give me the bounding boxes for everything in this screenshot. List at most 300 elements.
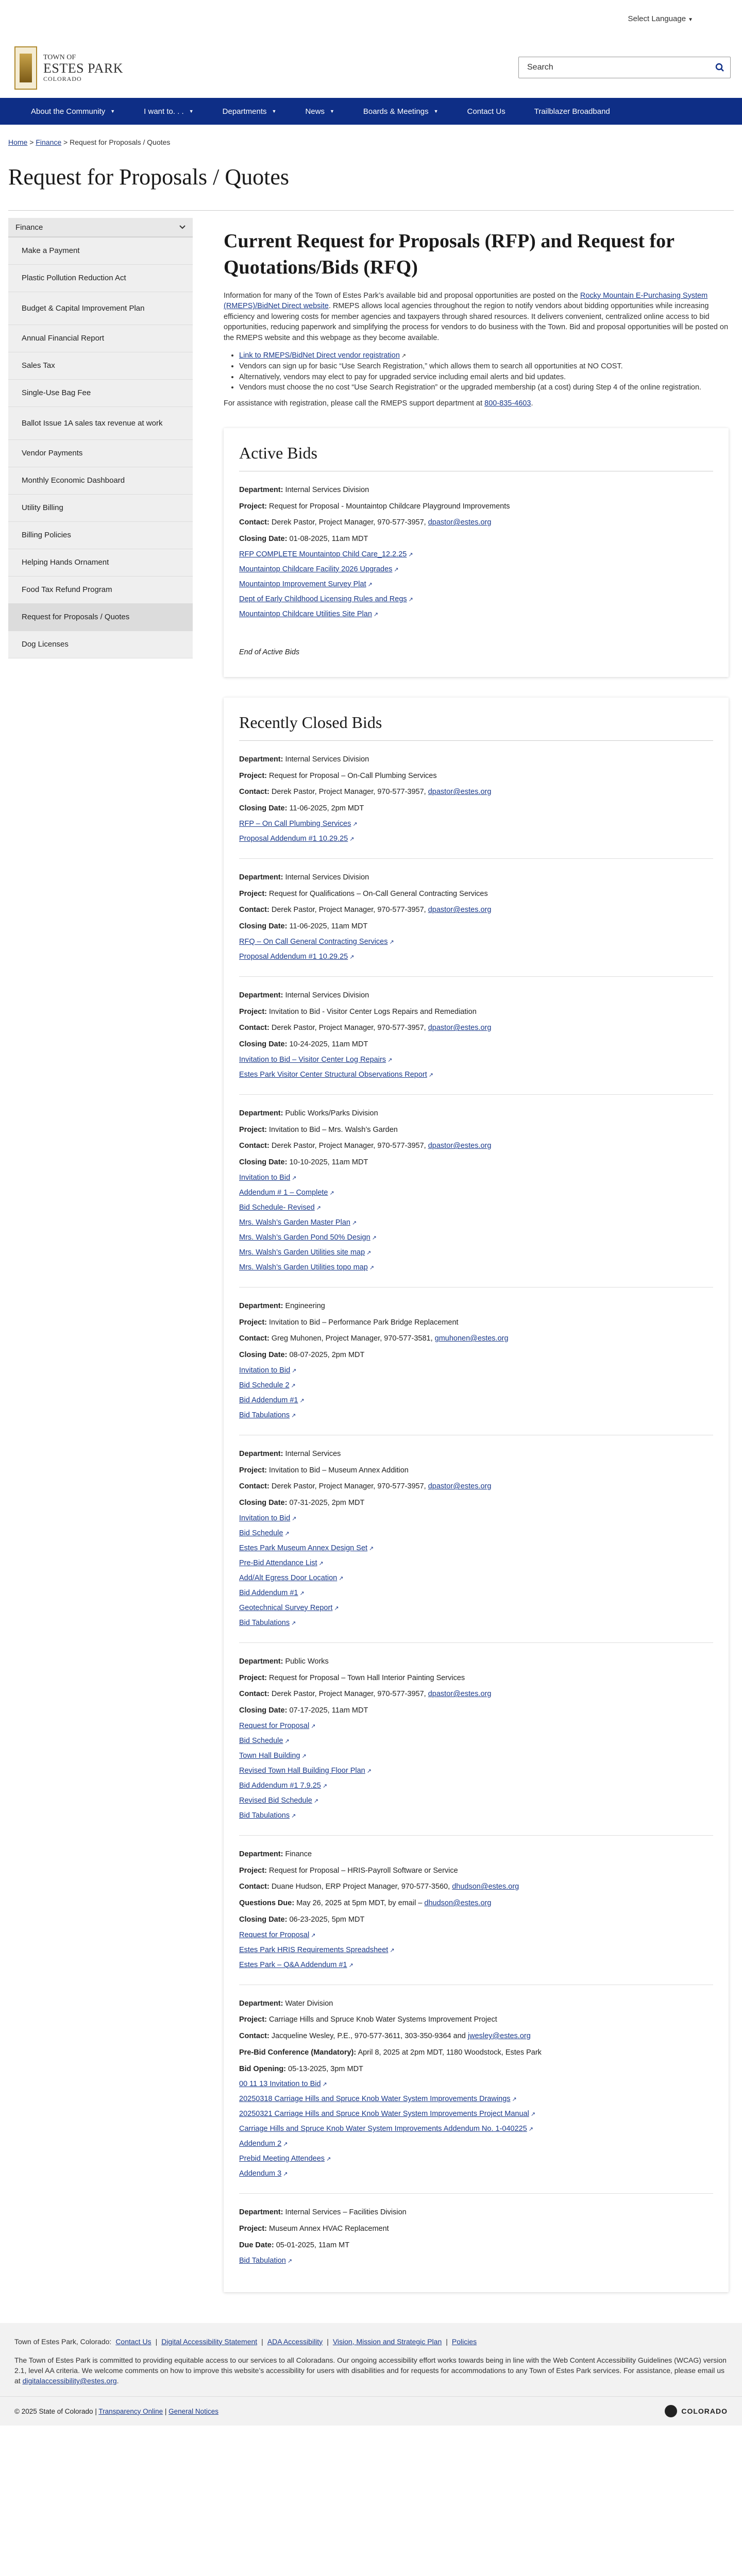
external-link-icon: ↗ (387, 1057, 393, 1063)
contact-email-link[interactable]: jwesley@estes.org (467, 2032, 531, 2041)
footer-link[interactable]: Digital Accessibility Statement (161, 2337, 258, 2346)
document-link-label: Invitation to Bid (239, 1514, 291, 1522)
bid-field (239, 754, 713, 766)
language-select-label: Select Language (628, 14, 686, 23)
document-link[interactable] (239, 1218, 713, 1227)
assist-text: For assistance with registration, please call the RMEPS support department at (224, 399, 485, 408)
bid-field (239, 2207, 713, 2218)
document-link[interactable] (239, 1174, 713, 1182)
document-link-label: Geotechnical Survey Report (239, 1603, 333, 1612)
external-link-icon: ↗ (349, 954, 355, 960)
footer-separator: | (155, 2337, 158, 2346)
field-value: Jacqueline Wesley, P.E., 970-577-3611, 303-350-9364 and (271, 2032, 468, 2041)
document-link-label: Dept of Early Childhood Licensing Rules and Regs (239, 595, 407, 603)
bid-field (239, 1849, 713, 1860)
document-link[interactable] (239, 1396, 713, 1404)
bid-field (239, 2224, 713, 2235)
field-label: Project: (239, 1866, 267, 1875)
document-link-label: Estes Park Museum Annex Design Set (239, 1544, 368, 1552)
footer-bottom-link[interactable]: Transparency Online (98, 2407, 163, 2415)
sidebar-item[interactable]: Sales Tax (8, 352, 193, 380)
contact-email-link[interactable]: dpastor@estes.org (428, 906, 492, 914)
document-link-label: Request for Proposal (239, 1930, 310, 1939)
language-select[interactable] (628, 14, 693, 23)
external-link-icon: ↗ (291, 1382, 296, 1389)
document-link-label: Invitation to Bid – Visitor Center Log Repairs (239, 1055, 386, 1064)
contact-email-link[interactable]: gmuhonen@estes.org (434, 1334, 509, 1343)
bid-field (239, 501, 713, 513)
breadcrumb-current: Request for Proposals / Quotes (70, 138, 171, 146)
field-value: Request for Proposal – On-Call Plumbing Services (269, 771, 437, 780)
field-label: Project: (239, 1466, 267, 1475)
document-link-label: RFP – On Call Plumbing Services (239, 819, 351, 828)
contact-email-link[interactable]: dpastor@estes.org (428, 1482, 492, 1491)
document-link[interactable] (239, 1737, 713, 1745)
field-label: Project: (239, 1673, 267, 1682)
footer-accessibility (14, 2355, 728, 2386)
field-label: Closing Date: (239, 1706, 288, 1715)
external-link-icon: ↗ (329, 1190, 334, 1196)
sidebar-item[interactable]: Helping Hands Ornament (8, 549, 193, 577)
external-link-icon: ↗ (530, 2111, 536, 2118)
footer-separator: | (93, 2407, 99, 2415)
sidebar-item[interactable]: Annual Financial Report (8, 325, 193, 352)
registration-link[interactable]: Link to RMEPS/BidNet Direct vendor registration (239, 351, 400, 360)
bid-entry (239, 977, 713, 1079)
bid-field (239, 1998, 713, 2010)
sidebar-item[interactable]: Utility Billing (8, 495, 193, 522)
field-value: Invitation to Bid – Mrs. Walsh’s Garden (269, 1125, 398, 1134)
document-link-label: Revised Bid Schedule (239, 1796, 312, 1805)
document-link[interactable] (239, 610, 713, 618)
chevron-down-icon: ▼ (272, 109, 277, 114)
field-label: Project: (239, 2015, 267, 2024)
footer-link[interactable]: Contact Us (115, 2337, 151, 2346)
document-link-label: Bid Schedule (239, 1529, 283, 1537)
document-link[interactable] (239, 2095, 713, 2103)
main-nav (0, 98, 742, 125)
document-link[interactable] (239, 1722, 713, 1730)
footer-body-end: . (116, 2377, 119, 2385)
field-value: Internal Services Division (285, 991, 369, 999)
field-value: Derek Pastor, Project Manager, 970-577-3957, (271, 518, 428, 527)
document-link[interactable] (239, 1529, 713, 1537)
footer-lead: Town of Estes Park, Colorado: (14, 2337, 112, 2346)
field-value: Internal Services Division (285, 873, 369, 882)
sidebar-item[interactable]: Single-Use Bag Fee (8, 380, 193, 407)
external-link-icon: ↗ (287, 2258, 293, 2264)
nav-item[interactable] (305, 107, 334, 116)
external-link-icon: ↗ (283, 2171, 288, 2178)
field-value: Internal Services Division (285, 485, 369, 494)
active-bids-heading: Active Bids (239, 444, 713, 471)
bid-entry (239, 2194, 713, 2264)
bid-field (239, 1301, 713, 1312)
support-phone-link[interactable]: 800-835-4603 (484, 399, 531, 408)
document-link[interactable] (239, 1574, 713, 1582)
field-label: Department: (239, 1301, 283, 1310)
bid-field (239, 2031, 713, 2042)
field-label: Contact: (239, 788, 269, 796)
external-link-icon: ↗ (318, 1560, 324, 1567)
field-value: Finance (285, 1850, 312, 1858)
bid-entry (239, 741, 713, 843)
external-link-icon: ↗ (284, 1738, 290, 1744)
document-link-label: Addendum 3 (239, 2170, 282, 2178)
assistance-text (224, 399, 729, 408)
nav-item-label: Boards & Meetings (363, 107, 429, 116)
document-link[interactable] (239, 1189, 713, 1197)
document-link-label: Bid Tabulations (239, 1811, 290, 1820)
footer-link[interactable]: ADA Accessibility (267, 2337, 323, 2346)
document-link[interactable] (239, 1559, 713, 1567)
sidebar-item[interactable]: Dog Licenses (8, 631, 193, 658)
contact-email-link[interactable]: dhudson@estes.org (452, 1883, 519, 1891)
content-heading: Current Request for Proposals (RFP) and Request for Quotations/Bids (RFQ) (224, 230, 674, 279)
footer-bottom-link[interactable]: General Notices (168, 2407, 218, 2415)
list-item (239, 350, 729, 361)
external-link-icon: ↗ (366, 1768, 372, 1774)
sidebar-item[interactable]: Food Tax Refund Program (8, 577, 193, 604)
document-link-label: Bid Addendum #1 7.9.25 (239, 1781, 321, 1790)
field-value: 01-08-2025, 11am MDT (289, 535, 368, 544)
document-link-label: 00 11 13 Invitation to Bid (239, 2080, 321, 2089)
field-label: Closing Date: (239, 922, 288, 931)
document-link[interactable] (239, 1544, 713, 1552)
nav-item[interactable] (223, 107, 277, 116)
chevron-down-icon: ▼ (189, 109, 194, 114)
document-link[interactable] (239, 2110, 713, 2118)
document-link[interactable] (239, 1056, 713, 1064)
search-icon[interactable] (710, 57, 730, 78)
bid-field (239, 889, 713, 900)
bid-field (239, 1141, 713, 1152)
document-link[interactable] (239, 2140, 713, 2148)
bid-field (239, 534, 713, 545)
field-value: Request for Proposal – HRIS-Payroll Software or Service (269, 1866, 458, 1875)
colorado-logo[interactable] (665, 2405, 728, 2417)
external-link-icon: ↗ (292, 1175, 297, 1181)
sidebar-item[interactable]: Request for Proposals / Quotes (8, 604, 193, 631)
document-link[interactable] (239, 2170, 713, 2178)
field-label: Department: (239, 1999, 283, 2008)
nav-item[interactable] (144, 107, 193, 116)
document-link[interactable] (239, 1619, 713, 1627)
field-label: Department: (239, 485, 283, 494)
field-value: Public Works/Parks Division (285, 1109, 378, 1117)
document-link[interactable] (239, 1767, 713, 1775)
bid-field (239, 803, 713, 815)
document-link-label: Mountaintop Childcare Facility 2026 Upgrades (239, 565, 393, 573)
contact-email-link[interactable]: dpastor@estes.org (428, 788, 492, 796)
field-label: Project: (239, 1318, 267, 1327)
footer-body: The Town of Estes Park is committed to providing equitable access to our services to all Coloradans. Our ongoing accessibility effort works towards being in line with the Web Content Accessibility Guidelines (WCAG) version 2.1, level AA criteria. We welcome comments on how to improve this website’s accessibility for users with disabilities and for requests for accommodations to any Town of Estes Park services. For assistance, please email us at (14, 2355, 727, 2385)
intro-paragraph (224, 291, 729, 344)
breadcrumb-home-link[interactable]: Home (8, 138, 28, 146)
document-link[interactable] (239, 1782, 713, 1790)
external-link-icon: ↗ (291, 1812, 296, 1819)
document-link[interactable] (239, 1752, 713, 1760)
field-value: Museum Annex HVAC Replacement (269, 2225, 389, 2233)
sidebar-item[interactable]: Budget & Capital Improvement Plan (8, 292, 193, 325)
bid-field (239, 2014, 713, 2026)
sidebar-item[interactable]: Make a Payment (8, 238, 193, 265)
active-bids-card (224, 428, 729, 677)
document-link-label: 20250318 Carriage Hills and Spruce Knob Water System Improvements Drawings (239, 2095, 511, 2104)
bid-field (239, 1673, 713, 1684)
external-link-icon: ↗ (394, 566, 399, 573)
field-label: Project: (239, 1007, 267, 1016)
footer-link[interactable]: Vision, Mission and Strategic Plan (332, 2337, 442, 2346)
contact-email-link[interactable]: dpastor@estes.org (428, 1142, 492, 1150)
field-value: Water Division (285, 1999, 333, 2008)
document-link-label: Request for Proposal (239, 1721, 310, 1730)
field-value: Derek Pastor, Project Manager, 970-577-3957, (271, 1690, 428, 1699)
external-link-icon: ↗ (291, 1620, 296, 1626)
external-link-icon: ↗ (369, 1545, 374, 1552)
bid-field (239, 517, 713, 529)
document-link-label: Estes Park Visitor Center Structural Observations Report (239, 1070, 427, 1079)
bid-field (239, 1007, 713, 1018)
field-value: Request for Proposal – Town Hall Interior Painting Services (269, 1673, 465, 1682)
sidebar-item[interactable]: Billing Policies (8, 522, 193, 549)
document-link-label: RFQ – On Call General Contracting Services (239, 937, 388, 946)
contact-email-link[interactable]: dpastor@estes.org (428, 1690, 492, 1699)
sidebar-item[interactable]: Monthly Economic Dashboard (8, 467, 193, 495)
nav-item-label: News (305, 107, 325, 116)
document-link[interactable] (239, 938, 713, 946)
document-link[interactable] (239, 1381, 713, 1389)
sidebar-item[interactable]: Vendor Payments (8, 440, 193, 467)
field-value: April 8, 2025 at 2pm MDT, 1180 Woodstock, Estes Park (358, 2048, 542, 2057)
field-value: 10-10-2025, 11am MDT (289, 1158, 368, 1167)
field-label: Closing Date: (239, 804, 288, 813)
list-item: • Vendors must choose the no cost “Use Search Registration” or the upgraded membership (at a cost) during Step 4 of the online registration. (239, 382, 729, 393)
copyright: © 2025 State of Colorado (14, 2407, 93, 2415)
field-value: Request for Qualifications – On-Call General Contracting Services (269, 889, 488, 898)
field-value: 08-07-2025, 2pm MDT (289, 1351, 365, 1360)
field-label: Department: (239, 1449, 283, 1458)
field-value: 07-17-2025, 11am MDT (289, 1706, 368, 1715)
bid-field (239, 1866, 713, 1877)
document-link[interactable] (239, 1797, 713, 1805)
external-link-icon: ↗ (512, 2096, 517, 2103)
closed-bids-card (224, 698, 729, 2292)
field-label: Contact: (239, 1024, 269, 1032)
external-link-icon: ↗ (316, 1205, 321, 1211)
bid-field (239, 2047, 713, 2059)
field-value: 07-31-2025, 2pm MDT (289, 1499, 365, 1507)
external-link-icon: ↗ (292, 1367, 297, 1374)
field-label: Contact: (239, 1142, 269, 1150)
contact-email-link[interactable]: dpastor@estes.org (428, 1024, 492, 1032)
document-link-label: Bid Addendum #1 (239, 1588, 298, 1597)
document-link-label: Bid Schedule- Revised (239, 1203, 315, 1212)
document-link[interactable] (239, 2080, 713, 2088)
bid-field (239, 872, 713, 884)
chevron-down-icon: ▼ (329, 109, 334, 114)
document-link-label: Bid Schedule (239, 1736, 283, 1745)
breadcrumb-finance-link[interactable]: Finance (36, 138, 62, 146)
document-link[interactable] (239, 1263, 713, 1272)
external-link-icon: ↗ (372, 1234, 377, 1241)
document-link[interactable] (239, 1589, 713, 1597)
sidebar-item[interactable]: Plastic Pollution Reduction Act (8, 265, 193, 292)
external-link-icon: ↗ (352, 821, 358, 827)
search-box[interactable] (518, 57, 731, 78)
document-link[interactable] (239, 565, 713, 573)
document-link-label: Invitation to Bid (239, 1173, 291, 1182)
bid-field (239, 1108, 713, 1120)
town-logo[interactable] (14, 46, 123, 90)
document-link-label: Prebid Meeting Attendees (239, 2155, 325, 2163)
search-input[interactable]: Search (527, 63, 553, 72)
field-label: Project: (239, 889, 267, 898)
footer-bottom (0, 2396, 742, 2426)
contact-email-link[interactable]: dpastor@estes.org (428, 518, 492, 527)
document-link-label: Carriage Hills and Spruce Knob Water System Improvements Addendum No. 1-040225 (239, 2125, 527, 2133)
field-label: Contact: (239, 1482, 269, 1491)
chevron-down-icon: ▼ (688, 17, 693, 23)
intro-text-b: . RMEPS allows local agencies throughout the region to notify vendors about bidding opportunities while increasing efficiency and lowering costs for member agencies and taxpayers through shared resources. It delivers convenient, centralized online access to bid opportunities, reducing paperwork and simplifying the process for vendors to do business with the Town. Bid and proposal opportunities will be posted on the RMEPS website and this webpage as they become available. (224, 302, 729, 342)
document-link[interactable] (239, 1931, 713, 1939)
sidebar-item[interactable]: Ballot Issue 1A sales tax revenue at work (8, 407, 193, 440)
document-link-label: Bid Tabulation (239, 2256, 286, 2265)
document-link-label: Mountaintop Childcare Utilities Site Plan (239, 609, 372, 618)
bid-field (239, 1481, 713, 1493)
bid-field (239, 1656, 713, 1668)
questions-email-link[interactable]: dhudson@estes.org (424, 1899, 492, 1908)
document-link-label: Revised Town Hall Building Floor Plan (239, 1766, 365, 1775)
field-label: Questions Due: (239, 1899, 295, 1908)
field-value: Public Works (285, 1657, 329, 1666)
nav-item-label: Contact Us (467, 107, 505, 116)
field-value: 05-13-2025, 3pm MDT (288, 2064, 363, 2073)
nav-item[interactable] (31, 107, 115, 116)
document-link[interactable] (239, 1946, 713, 1954)
field-label: Bid Opening: (239, 2064, 286, 2073)
document-link[interactable] (239, 595, 713, 603)
bid-field (239, 485, 713, 496)
field-label: Closing Date: (239, 535, 288, 544)
intro-text-a: Information for many of the Town of Estes Park’s available bid and proposal opportunities are posted on the (224, 291, 580, 300)
nav-item[interactable] (363, 107, 439, 116)
sidebar-header[interactable] (8, 218, 193, 238)
document-link[interactable] (239, 550, 713, 558)
end-of-active-bids: End of Active Bids (239, 648, 300, 656)
closed-bids-heading: Recently Closed Bids (239, 713, 713, 741)
logo-emblem-icon (14, 46, 37, 90)
document-link[interactable] (239, 2125, 713, 2133)
document-link[interactable] (239, 2257, 713, 2265)
document-link[interactable] (239, 580, 713, 588)
rmeps-link[interactable]: Rocky Mountain E-Purchasing System (RMEPS)/BidNet Direct website (224, 291, 708, 311)
field-label: Closing Date: (239, 1915, 288, 1924)
sidebar-header-label: Finance (15, 223, 43, 232)
accessibility-email-link[interactable]: digitalaccessibility@estes.org (22, 2377, 117, 2385)
document-link-label: 20250321 Carriage Hills and Spruce Knob Water System Improvements Project Manual (239, 2110, 529, 2119)
field-value: Derek Pastor, Project Manager, 970-577-3957, (271, 1024, 428, 1032)
nav-item[interactable] (534, 107, 610, 116)
document-link[interactable] (239, 1366, 713, 1375)
bid-field (239, 1705, 713, 1717)
list-item: • Alternatively, vendors may elect to pay for upgraded service including email alerts and bid updates. (239, 372, 729, 383)
bid-entry (239, 1287, 713, 1419)
colorado-logo-icon (665, 2405, 677, 2417)
breadcrumb: Home > Finance > Request for Proposals / Quotes (8, 138, 171, 146)
footer-separator: | (261, 2337, 263, 2346)
document-link[interactable] (239, 1811, 713, 1820)
document-link-label: Add/Alt Egress Door Location (239, 1573, 338, 1582)
logo-line3: COLORADO (43, 75, 82, 82)
bid-field (239, 905, 713, 916)
document-link[interactable] (239, 1604, 713, 1612)
nav-item-label: Trailblazer Broadband (534, 107, 610, 116)
field-label: Project: (239, 771, 267, 780)
external-link-icon: ↗ (389, 939, 394, 945)
document-link-label: Mrs. Walsh’s Garden Utilities site map (239, 1248, 365, 1257)
chevron-down-icon: ▼ (433, 109, 439, 114)
document-link[interactable] (239, 953, 713, 961)
bid-field (239, 2240, 713, 2251)
document-link[interactable] (239, 1514, 713, 1522)
external-link-icon: ↗ (528, 2126, 534, 2133)
registration-list (239, 350, 729, 393)
bid-field (239, 1465, 713, 1477)
document-link[interactable] (239, 835, 713, 843)
external-link-icon: ↗ (322, 2081, 327, 2088)
field-label: Closing Date: (239, 1040, 288, 1049)
field-value: Duane Hudson, ERP Project Manager, 970-577-3560, (271, 1883, 452, 1891)
bid-entry (239, 1985, 713, 2178)
document-link-label: Estes Park – Q&A Addendum #1 (239, 1960, 347, 1969)
document-link-label: Estes Park HRIS Requirements Spreadsheet (239, 1945, 389, 1954)
document-link-label: Mrs. Walsh’s Garden Master Plan (239, 1218, 350, 1227)
footer-link[interactable]: Policies (451, 2337, 477, 2346)
field-label: Department: (239, 873, 283, 882)
document-link[interactable] (239, 820, 713, 828)
field-value: Carriage Hills and Spruce Knob Water Systems Improvement Project (269, 2015, 497, 2024)
document-link[interactable] (239, 1233, 713, 1242)
bid-field (239, 1157, 713, 1168)
document-link[interactable] (239, 1204, 713, 1212)
external-link-icon: ↗ (291, 1412, 296, 1419)
external-link-icon: ↗ (373, 611, 379, 618)
document-link-label: Bid Addendum #1 (239, 1396, 298, 1404)
document-link[interactable] (239, 2155, 713, 2163)
field-value: Derek Pastor, Project Manager, 970-577-3957, (271, 1482, 428, 1491)
nav-item-label: About the Community (31, 107, 106, 116)
document-link[interactable] (239, 1071, 713, 1079)
document-link-label: Addendum 2 (239, 2140, 282, 2148)
external-link-icon: ↗ (369, 1264, 375, 1271)
document-link[interactable] (239, 1961, 713, 1969)
bid-field (239, 1898, 713, 1909)
sidebar (8, 218, 193, 2292)
field-label: Contact: (239, 1883, 269, 1891)
bid-entry (239, 859, 713, 961)
field-value: May 26, 2025 at 5pm MDT, by email – (296, 1899, 425, 1908)
nav-item[interactable] (467, 107, 505, 116)
document-link-label: Town Hall Building (239, 1751, 300, 1760)
document-link[interactable] (239, 1411, 713, 1419)
document-link-label: Pre-Bid Attendance List (239, 1558, 317, 1567)
document-link[interactable] (239, 1248, 713, 1257)
field-label: Department: (239, 1109, 283, 1117)
field-label: Contact: (239, 1334, 269, 1343)
field-label: Pre-Bid Conference (Mandatory): (239, 2048, 357, 2057)
bid-field (239, 1449, 713, 1460)
